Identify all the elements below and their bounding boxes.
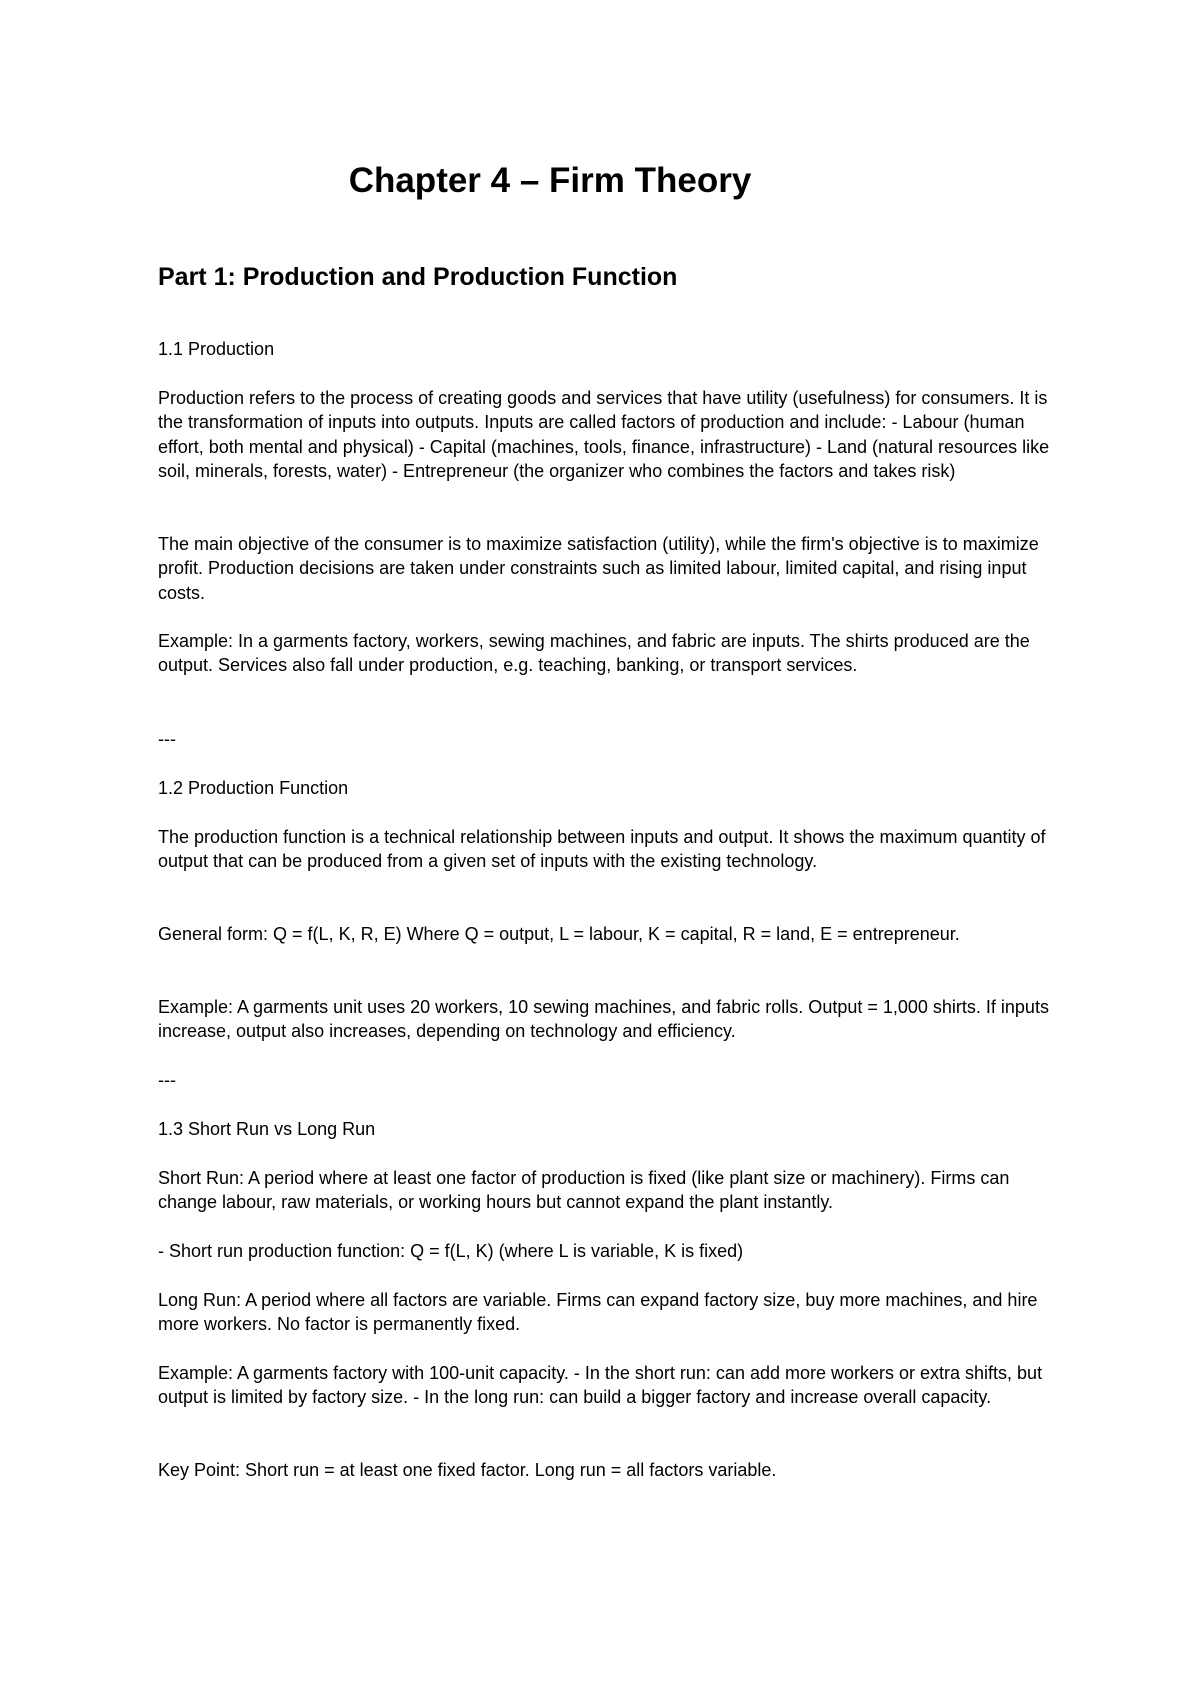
- section-1-2-heading: [158, 776, 1058, 800]
- section-1-1-paragraph-3: [158, 629, 1058, 678]
- section-1-1-paragraph-1: [158, 386, 1058, 484]
- paragraph: General form: Q = f(L, K, R, E) Where Q = output, L = labour, K = capital, R = land, E = entrepreneur.: [158, 924, 960, 944]
- section-1-3-paragraph-3: [158, 1288, 1058, 1337]
- paragraph: Production refers to the process of creating goods and services that have utility (usefulness) for consumers. It is the transformation of inputs into outputs. Inputs are called factors of production and include: - Labour (human effort, both mental and physical) - Capital (machines, tools, finance, infrastructure) - Land (natural resources like soil, minerals, forests, water) - Entrepreneur (the organizer who combines the factors and takes risk): [158, 388, 1050, 482]
- section-1-1-paragraph-2: [158, 532, 1058, 605]
- section-1-3-heading: [158, 1117, 1058, 1141]
- paragraph: Long Run: A period where all factors are variable. Firms can expand factory size, buy more machines, and hire more workers. No factor is permanently fixed.: [158, 1290, 1038, 1335]
- section-1-2-paragraph-1: [158, 825, 1058, 874]
- section-1-3-paragraph-2: [158, 1239, 1058, 1263]
- divider-2: [158, 1068, 1058, 1092]
- divider-1: [158, 727, 1058, 751]
- paragraph: The production function is a technical relationship between inputs and output. It shows the maximum quantity of output that can be produced from a given set of inputs with the existing technology.: [158, 827, 1046, 872]
- divider-text: ---: [158, 729, 176, 749]
- paragraph: Key Point: Short run = at least one fixed factor. Long run = all factors variable.: [158, 1460, 777, 1480]
- divider-text: ---: [158, 1070, 176, 1090]
- section-1-2-paragraph-3: [158, 995, 1058, 1044]
- section-heading: 1.1 Production: [158, 339, 275, 359]
- chapter-title: Chapter 4 – Firm Theory: [348, 161, 752, 200]
- paragraph: Example: A garments unit uses 20 workers, 10 sewing machines, and fabric rolls. Output = 1,000 shirts. If inputs increase, output also increases, depending on technology and efficiency.: [158, 997, 1049, 1042]
- section-1-1-heading: [158, 337, 1058, 361]
- section-heading: 1.3 Short Run vs Long Run: [158, 1119, 376, 1139]
- section-1-3-paragraph-5: [158, 1458, 1058, 1482]
- paragraph: Example: A garments factory with 100-unit capacity. - In the short run: can add more workers or extra shifts, but output is limited by factory size. - In the long run: can build a bigger factory and increase overall capacity.: [158, 1363, 1043, 1408]
- paragraph: Example: In a garments factory, workers, sewing machines, and fabric are inputs. The shirts produced are the output. Services also fall under production, e.g. teaching, banking, or transport services.: [158, 631, 1030, 676]
- part-title: Part 1: Production and Production Function: [158, 263, 678, 291]
- section-1-2-paragraph-2: [158, 922, 1058, 946]
- paragraph: - Short run production function: Q = f(L, K) (where L is variable, K is fixed): [158, 1241, 744, 1261]
- paragraph: Short Run: A period where at least one factor of production is fixed (like plant size or machinery). Firms can change labour, raw materials, or working hours but cannot expand the plant instantly.: [158, 1168, 1010, 1213]
- section-1-3-paragraph-1: [158, 1166, 1058, 1215]
- paragraph: The main objective of the consumer is to maximize satisfaction (utility), while the firm's objective is to maximize profit. Production decisions are taken under constraints such as limited labour, limited capital, and rising input costs.: [158, 534, 1039, 603]
- section-heading: 1.2 Production Function: [158, 778, 349, 798]
- section-1-3-paragraph-4: [158, 1361, 1058, 1410]
